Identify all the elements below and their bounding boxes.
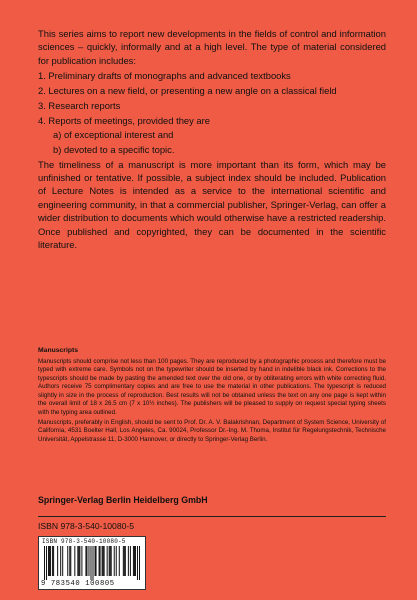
barcode-bar <box>49 546 50 576</box>
material-type-list <box>38 69 386 127</box>
barcode-bar <box>78 546 79 576</box>
meeting-criteria-item: b) devoted to a specific topic. <box>53 144 175 155</box>
barcode-bar <box>81 546 82 576</box>
series-closing-paragraph: The timeliness of a manuscript is more important than its form, which may be unfinished or tentative. If possible, a subject index should be included. Publication of Lecture Notes is intended as a service to the international scientific and engineering community, in that a commercial publisher, Springer-Verlag, can offer a wider distribution to documents which would otherwise have a restricted readership. Once published and copyrighted, they can be documented in the scientific literature. <box>38 158 386 251</box>
barcode-bar <box>111 546 112 576</box>
barcode-bar <box>137 546 138 580</box>
barcode-bar <box>90 546 91 580</box>
barcode-bar <box>86 546 87 576</box>
barcode-bar <box>102 546 103 576</box>
series-lead-paragraph: This series aims to report new developments in the fields of control and information sciences – quickly, informally and at a high level. The type of material considered for publication includes: <box>38 28 386 66</box>
barcode-bar <box>99 546 100 576</box>
barcode-bar <box>116 546 117 576</box>
barcode-bar <box>100 546 101 576</box>
barcode-bar <box>88 546 89 576</box>
barcode-digits: 9 783540 100805 <box>41 580 115 588</box>
divider-line <box>38 516 386 517</box>
barcode-bar <box>128 546 129 576</box>
barcode-bar <box>103 546 104 576</box>
barcode-bar <box>107 546 108 576</box>
manuscripts-submission-paragraph: Manuscripts, preferably in English, should be sent to Prof. Dr. A. V. Balakrishnan, Department of System Science, University of California, 4531 Boelter Hall, Los Angeles, Ca. 90024, Professor Dr.-Ing. M. Thoma, Institut für Regelungstechnik, Technische Universität, Appelstrasse 11, D-3000 Hannover, or directly to Springer-Verlag Berlin. <box>38 418 386 443</box>
barcode-bar <box>44 546 45 580</box>
meeting-criteria-item: a) of exceptional interest and <box>53 129 174 141</box>
barcode-bar <box>119 546 120 576</box>
barcode-bar <box>130 546 131 576</box>
barcode-bar <box>48 546 49 576</box>
barcode-bar <box>74 546 75 576</box>
barcode-bar <box>79 546 80 576</box>
barcode-bar <box>124 546 125 576</box>
publisher-name: Springer-Verlag Berlin Heidelberg GmbH <box>38 495 208 505</box>
barcode-bar <box>96 546 97 576</box>
barcode-bar <box>52 546 53 576</box>
barcode-bar <box>139 546 140 580</box>
barcode-bar <box>46 546 47 580</box>
barcode-bar <box>114 546 115 576</box>
manuscripts-section <box>38 347 386 444</box>
barcode-bar <box>62 546 63 576</box>
manuscripts-heading: Manuscripts <box>38 347 79 354</box>
barcode-isbn-text: ISBN 978-3-540-10080-5 <box>42 538 126 545</box>
barcode-bar <box>93 546 94 580</box>
barcode-bar <box>57 546 58 576</box>
barcode-bar <box>50 546 51 576</box>
barcode-bar <box>67 546 68 576</box>
barcode-bar <box>85 546 86 576</box>
series-description <box>38 27 386 251</box>
barcode-bar <box>70 546 71 576</box>
barcode-bar <box>77 546 78 576</box>
barcode-bar <box>60 546 61 576</box>
barcode-bar <box>69 546 70 576</box>
barcode-bars <box>44 546 140 580</box>
barcode-bar <box>109 546 110 576</box>
barcode-bar <box>53 546 54 576</box>
barcode-bar <box>125 546 126 576</box>
barcode-bar <box>134 546 135 576</box>
barcode-bar <box>110 546 111 576</box>
material-type-item: 4. Reports of meetings, provided they are <box>38 114 210 126</box>
barcode-bar <box>133 546 134 576</box>
material-type-item: 2. Lectures on a new field, or presenting a new angle on a classical field <box>38 85 337 97</box>
barcode-bar <box>135 546 136 576</box>
material-type-item: 3. Research reports <box>38 99 121 111</box>
isbn-text: ISBN 978-3-540-10080-5 <box>38 521 135 531</box>
material-type-item: 1. Preliminary drafts of monographs and advanced textbooks <box>38 70 291 82</box>
manuscripts-requirements-paragraph: Manuscripts should comprise not less than 100 pages. They are reproduced by a photographic process and therefore must be typed with extreme care. Symbols not on the typewriter should be inserted by hand in indelible black ink. Corrections to the typescripts should be made by pasting the amended text over the old one, or by obliterating errors with white correcting fluid. Authors receive 75 complimentary copies and are free to use the material in other publications. The typescript is reduced slightly in size in the process of reproduction. Best results will not be obtained unless the text on any one page is kept within the overall limit of 18 x 26.5 cm (7 x 10½ inches). The publishers will be pleased to supply on request special typing sheets with the typing area outlined. <box>38 357 386 416</box>
barcode-label <box>38 536 146 590</box>
barcode-bar <box>104 546 105 576</box>
meeting-criteria-list <box>38 128 386 156</box>
barcode-bar <box>123 546 124 576</box>
barcode-bar <box>95 546 96 576</box>
